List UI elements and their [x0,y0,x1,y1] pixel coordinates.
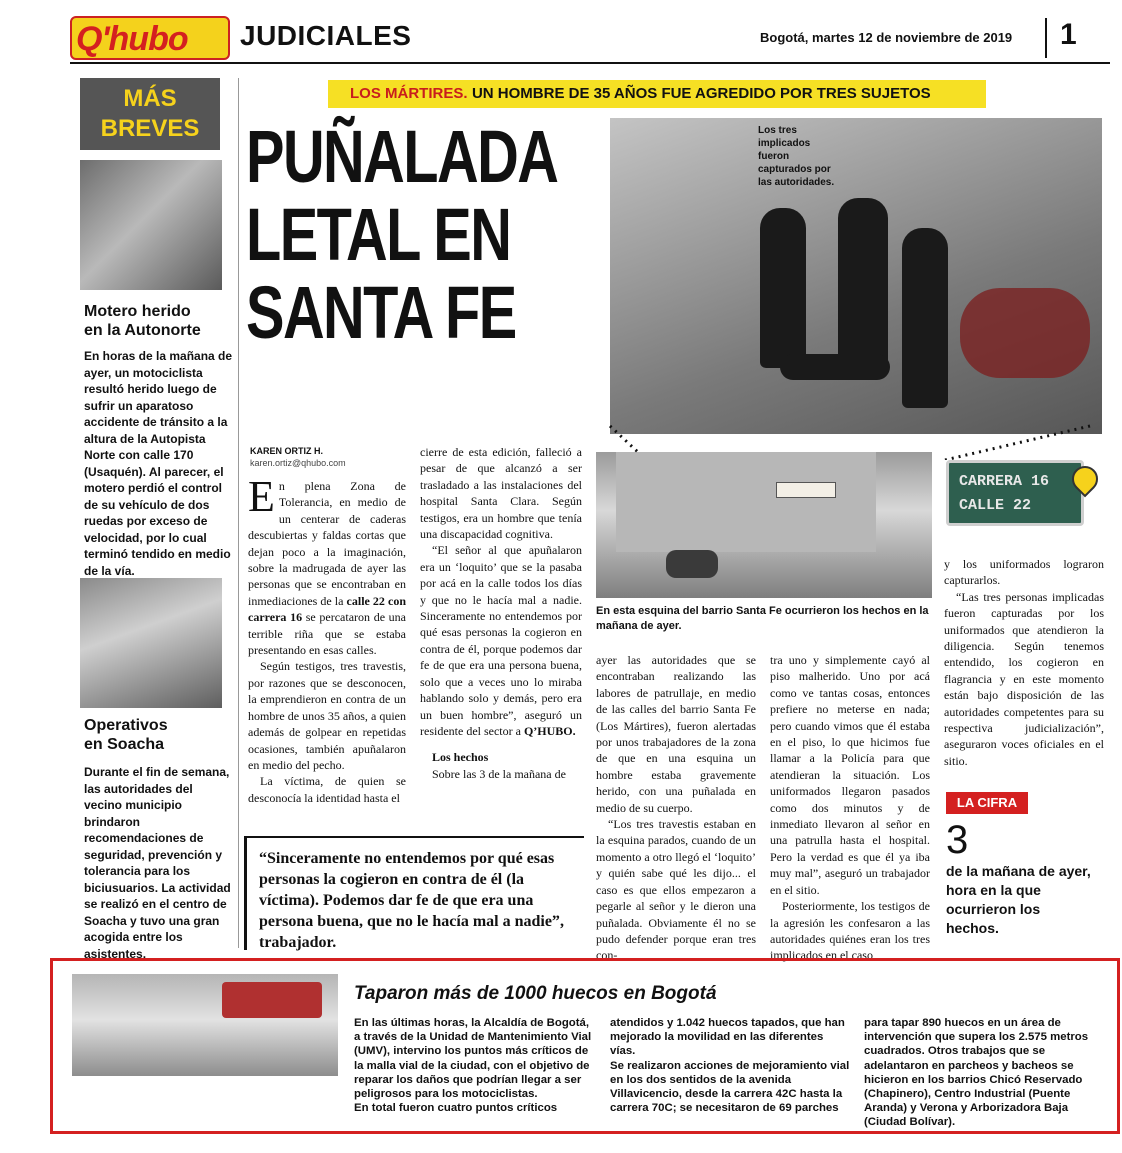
col2-p3: Sobre las 3 de la mañana de [432,766,566,781]
sidebar-divider [238,78,239,948]
article-col3 [596,652,756,964]
illustration-caption: Los tres implicados fueron capturados por las autoridades. [758,125,835,188]
col2-p1: cierre de esta edición, falleció a pesar de que alcanzó a ser trasladado a las instalaciones del hospital Santa Clara. Según testigos, era un hombre que tenía una discapacidad cognitiva. [420,445,582,542]
pull-quote [244,836,584,950]
kicker-place: LOS MÁRTIRES. [350,85,468,102]
dateline: Bogotá, martes 12 de noviembre de 2019 [760,30,1013,45]
col5-p2: “Las tres personas implicadas fueron capturadas por los uniformados que atendieron la diligencia. Según tenemos entendido, los cogieron en flagrancia y en este momento están bajo disposición de las autoridades competentes para su respectiva judicialización”, aseguraron voces oficiales en el sitio. [944,589,1104,768]
byline-author: KAREN ORTIZ H. [250,446,323,456]
mas-breves-line2: BREVES [100,115,200,142]
bottom-box-col3 [864,1016,1104,1130]
silhouette-figure-3 [902,228,948,408]
la-cifra-label-text: LA CIFRA [956,795,1018,810]
la-cifra-label [946,792,1028,814]
brief1-body: En horas de la mañana de ayer, un motociclista resultó herido luego de sufrir un aparatoso accidente de tránsito a la altura de la Autopista Norte con calle 170 (Usaquén). Al parecer, el motero perdió el control de su vehículo de dos ruedas por exceso de velocidad, por lo cual terminó tendido en medio de la vía. [84,349,233,578]
bottom-col2-p1: atendidos y 1.042 huecos tapados, que han mejorado la movilidad en las diferentes vías. [610,1017,845,1058]
la-cifra-text: de la mañana de ayer, hora en la que ocurrieron los hechos. [946,863,1091,936]
brief2-title-line1: Operativos [84,717,168,734]
article-col1 [248,472,407,806]
col1-p1: n plena Zona de Tolerancia, en medio de un centerar de caderas descubiertas y faldas cortas que dejan poco a la imaginación, sobre la madrugada de ayer las personas que se encontraban en inmediaciones de la [248,479,406,608]
col2-p2: “El señor al que apuñalaron era un ‘loquito’ que se la pasaba por acá en la calle todos los días y que no le hacía mal a nadie. Sinceramente no entendemos por qué esas personas la cogieron en contra de él, porque podemos dar fe de que era una persona buena, solo que a veces uno lo miraba hablando solo y demás, pero era un buen hombre”, aseguró un residente del sector a [420,543,582,738]
brief1-title [84,302,234,340]
illustration-image [610,118,1102,434]
col3-p2: “Los tres travestis estaban en la esquina parados, cuando de un momento a otro llegó el ‘loquito’ y quién sabe qué les dijo... el caso es que ellos empezaron a pegarle al señor y le dieron una puñalada. Obviamente él no se pudo defender porque eran tres con- [596,817,756,963]
col1-p1-end: se percataron de una terrible riña que se estaba presentando en esas calles. [248,610,407,658]
bottom-col2-p2: Se realizaron acciones de mejoramiento vial en los dos sentidos de la avenida Villavicencio, desde la carrera 42C hasta la carrera 70C; se necesitaron de 69 parches [610,1059,850,1115]
bottom-col3-p1: para tapar 890 huecos en un área de intervención que supera los 2.575 metros cuadrados. Otros trabajos que se adelantaron en parcheos y bacheos se hicieron en los barrios Chicó Reservado (Chapinero), Centro Industrial (Puente Aranda) y Verona y Arborizadora Baja (Ciudad Bolívar). [864,1017,1089,1129]
col2-p2-bold: Q’HUBO. [523,723,576,738]
brief2-body: Durante el fin de semana, las autoridades del vecino municipio brindaron recomendaciones de seguridad, prevención y tolerancia para los biciusuarios. La actividad se realizó en el centro de Soacha y tuvo una gran acogida entre los asistentes. [84,765,231,961]
silhouette-victim [780,354,890,380]
brief1-photo [80,160,222,290]
header-rule [70,62,1110,64]
col1-p3: La víctima, de quien se desconocía la identidad hasta el [248,774,406,805]
street-photo-caption: En esta esquina del barrio Santa Fe ocurrieron los hechos en la mañana de ayer. [596,605,929,632]
street-sign-line2: CALLE 22 [959,497,1032,514]
bottom-box-col2 [610,1016,850,1115]
shop-sign [776,482,836,498]
brief2-title-line2: en Soacha [84,736,165,753]
headline-line3: SANTA FE [246,271,516,354]
col1-p2: Según testigos, tres travestis, por razones que se desconocen, la emprendieron en contra de un hombre de unos 35 años, a quien además de golpear en repetidas ocasiones, también apuñalaron en medio del pecho. [248,659,406,772]
page-number: 1 [1060,18,1077,51]
kicker-text: UN HOMBRE DE 35 AÑOS FUE AGREDIDO POR TRES SUJETOS [471,85,931,102]
brief1-title-line1: Motero herido [84,303,191,320]
brief1-title-line2: en la Autonorte [84,322,201,339]
street-photo [596,452,932,598]
pull-quote-text: “Sinceramente no entendemos por qué esas personas la cogieron en contra de él (la víctima). Podemos dar fe de que era una persona buena, que no le hacía mal a nadie” [259,850,560,930]
col2-subhead: Los hechos [432,750,489,765]
byline-email: karen.ortiz@qhubo.com [250,458,346,468]
logo-text: Q'hubo [76,20,188,58]
bottom-col1-p2: En total fueron cuatro puntos críticos [354,1102,558,1115]
silhouette-figure-2 [838,198,888,368]
bus-shape [222,982,322,1018]
street-sign [946,460,1084,526]
mas-breves-line1: MÁS [123,85,177,112]
drop-cap: E [248,472,275,521]
headline [246,115,558,354]
brief2-title [84,716,234,754]
col1-p1-bold: calle 22 con carrera 16 [248,593,407,625]
article-col2 [420,444,582,782]
headline-line1: PUÑALADA [246,115,558,198]
la-cifra-number: 3 [946,818,969,862]
pull-quote-attribution: , trabajador. [259,913,564,951]
section-title: JUDICIALES [240,20,412,51]
silhouette-figure-1 [760,208,806,368]
header-divider [1045,18,1047,58]
col4-p2: Posteriormente, los testigos de la agresión les confesaron a las autoridades quiénes eran los tres implicados en el caso [770,899,930,963]
bottom-col1-p1: En las últimas horas, la Alcaldía de Bogotá, a través de la Unidad de Mantenimiento Vial (UMV), intervino los puntos más críticos de la malla vial de la ciudad, con el objetivo de reparar los daños que podrían llegar a ser peligrosos para los motociclistas. [354,1017,592,1101]
article-col5 [944,556,1104,769]
masthead-logo [70,16,230,60]
connector-left [610,426,640,454]
article-col4 [770,652,930,964]
brief2-photo [80,578,222,708]
street-sign-line1: CARRERA 16 [959,473,1050,490]
bottom-box-col1 [354,1016,594,1115]
col3-p1: ayer las autoridades que se encontraban realizando las labores de patrullaje, en medio de las calles del barrio Santa Fe (Los Mártires), fueron alertadas por unos trabajadores de la zona de que en una esquina un hombre estaba gravemente herido, con una puñalada en medio de su cuerpo. [596,653,756,815]
connector-right [945,426,1090,460]
kicker-bar [328,80,986,108]
col4-p1: tra uno y simplemente cayó al piso malherido. Uno por acá como ve tantas cosas, entonces prefiere no meterse en nada; pero cuando vimos que él estaba en el piso, lo que hicimos fue llamar a la Policía para que atendieran la situación. Los uniformados llegaron pasados como dos minutos y de inmediato llevaron al señor en una patrulla hasta el hospital. Pero la verdad es que él ya iba muy mal”, aseguró un trabajador en el sitio. [770,653,930,897]
building-shape [616,452,876,552]
motorcycle-shape [960,288,1090,378]
dotted-connectors [600,420,1100,460]
car-shape [666,550,718,578]
col5-p1: y los uniformados lograron capturarlos. [944,557,1104,588]
mas-breves-label [80,78,220,150]
bottom-box-photo [72,974,338,1076]
headline-line2: LETAL EN [246,193,511,276]
bottom-box-title: Taparon más de 1000 huecos en Bogotá [354,983,717,1004]
